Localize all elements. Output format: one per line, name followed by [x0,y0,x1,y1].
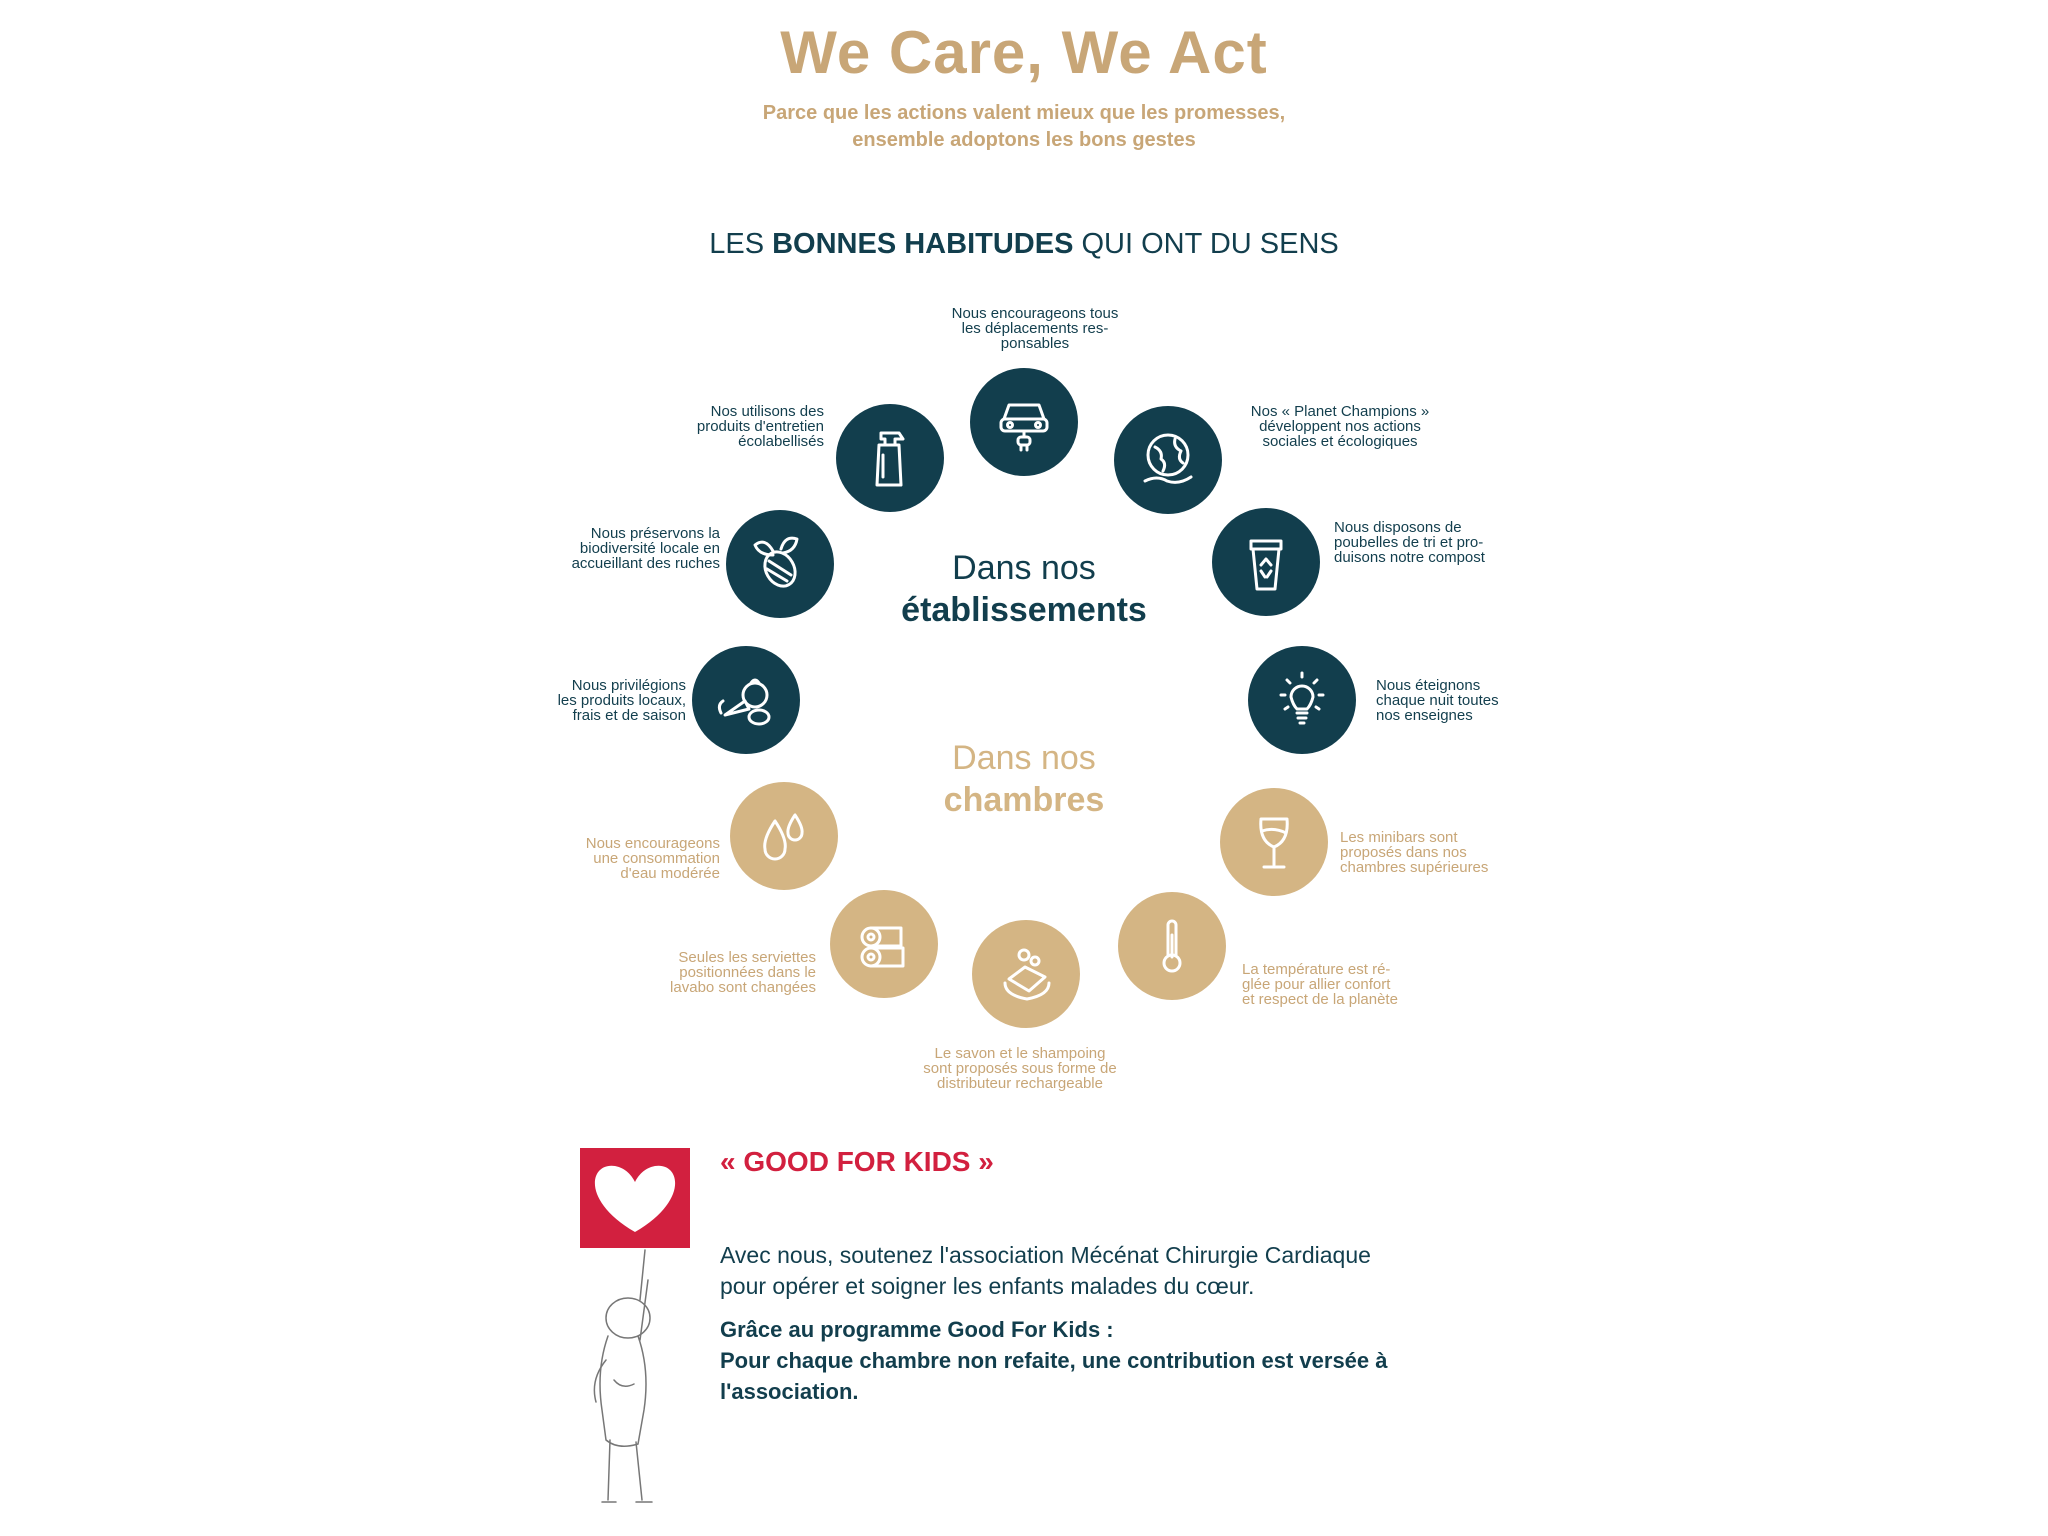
child-painting-heart-illustration [560,1140,710,1520]
action-water-label: Nous encourageons une consommation d'eau modérée [585,835,720,882]
establishments-line-1: Dans nos [952,549,1096,587]
electric-car-icon [970,368,1078,476]
action-local-label: Nous privilégions les produits locaux, frais et de saison [557,677,686,724]
thermometer-icon [1118,892,1226,1000]
spray-bottle-icon [836,404,944,512]
rooms-line-2: chambres [943,781,1105,819]
rooms-line-1: Dans nos [952,739,1096,777]
action-cleaning-label: Nos utilisons des produits d'entretien écolabellisés [696,403,824,450]
good-for-kids-title: « GOOD FOR KIDS » [720,1146,994,1177]
action-waste-label: Nous disposons de poubelles de tri et pro- duisons notre compost [1334,519,1485,566]
page-subtitle [0,100,2048,154]
section-title-bold: BONNES HABITUDES [772,228,1074,260]
towel-rolls-icon [830,890,938,998]
action-bees-label: Nous préservons la biodiversité locale en accueillant des ruches [571,525,720,572]
subtitle-line-2: ensemble adoptons les bons gestes [852,129,1196,151]
establishments-label [874,548,1174,632]
action-towels-label: Seules les serviettes positionnées dans le lavabo sont changées [670,949,816,996]
wine-glass-icon [1220,788,1328,896]
rooms-label [874,738,1174,822]
good-for-kids-program: Grâce au programme Good For Kids : Pour chaque chambre non refaite, une contribution est versée à l'association. [720,1317,1388,1404]
action-temperature-label: La température est ré- glée pour allier confort et respect de la planète [1242,961,1398,1008]
section-title-pre: LES [709,228,773,260]
good-for-kids-paragraph: Avec nous, soutenez l'association Mécénat Chirurgie Cardiaque pour opérer et soigner les enfants malades du cœur. [720,1242,1371,1299]
section-title [0,228,2048,261]
recycle-bin-icon [1212,508,1320,616]
vegetables-icon [692,646,800,754]
soap-icon [972,920,1080,1028]
action-lights-label: Nous éteignons chaque nuit toutes nos enseignes [1376,677,1499,724]
section-title-post: QUI ONT DU SENS [1073,228,1339,260]
page-title: We Care, We Act [780,19,1268,86]
water-drops-icon [730,782,838,890]
globe-hand-icon [1114,406,1222,514]
bee-icon [726,510,834,618]
light-bulb-icon [1248,646,1356,754]
subtitle-line-1: Parce que les actions valent mieux que les promesses, [762,102,1286,124]
action-soap-label: Le savon et le shampoing sont proposés sous forme de distributeur rechargeable [923,1045,1117,1092]
action-transport-label: Nous encourageons tous les déplacements res- ponsables [951,305,1119,352]
action-planet-label: Nos « Planet Champions » développent nos actions sociales et écologiques [1250,403,1430,450]
action-minibar-label: Les minibars sont proposés dans nos chambres supérieures [1340,829,1489,876]
establishments-line-2: établissements [901,591,1147,629]
